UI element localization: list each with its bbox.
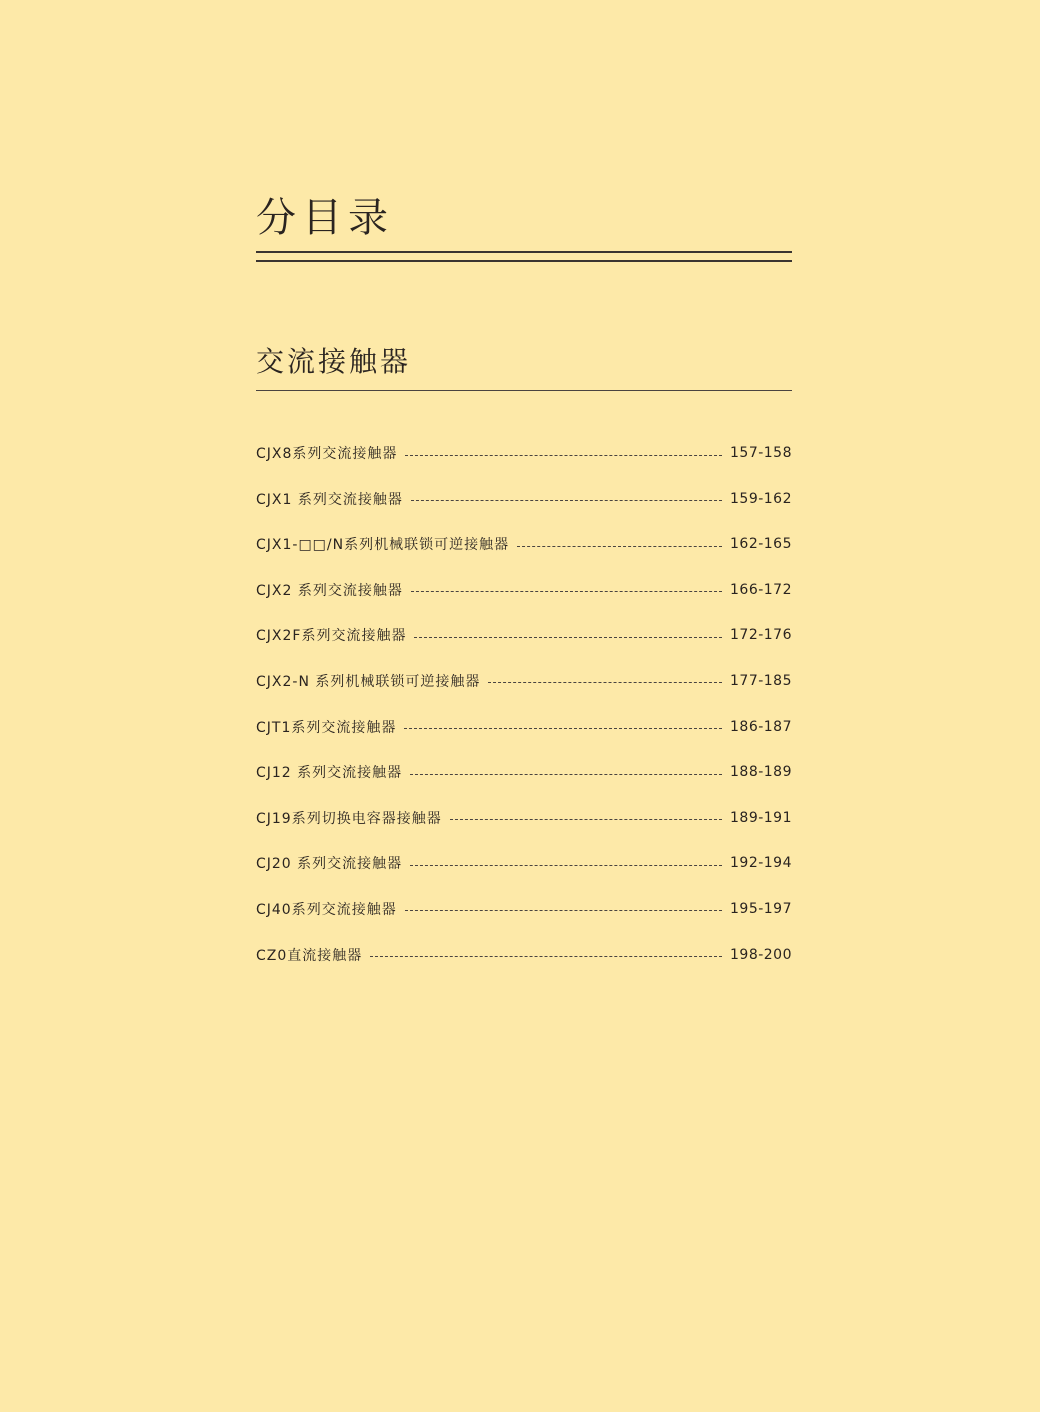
page-title: 分目录	[256, 195, 394, 241]
toc-entry-cjx8[interactable]	[256, 439, 792, 467]
toc-entry-label: CJX1 系列交流接触器	[256, 491, 403, 508]
toc-entry-pages: 162-165	[730, 536, 792, 553]
toc-entry-cj19[interactable]	[256, 804, 792, 832]
toc-entry-pages: 177-185	[730, 672, 792, 689]
toc-dot-leader	[410, 774, 722, 775]
toc-entry-cjx2[interactable]	[256, 576, 792, 604]
toc-entry-label: CZ0直流接触器	[256, 947, 363, 964]
toc-entry-label: CJ20 系列交流接触器	[256, 856, 403, 873]
toc-entry-cjx2-n[interactable]	[256, 667, 792, 695]
toc-entry-cj12[interactable]	[256, 758, 792, 786]
toc-dot-leader	[411, 591, 722, 592]
section-title: 交流接触器	[256, 345, 412, 378]
toc-dot-leader	[370, 956, 722, 957]
toc-entry-cjx2f[interactable]	[256, 621, 792, 649]
toc-entry-pages: 159-162	[730, 490, 792, 507]
toc-entry-label: CJX2F系列交流接触器	[256, 628, 407, 645]
section-divider	[256, 390, 792, 391]
toc-entry-pages: 166-172	[730, 581, 792, 598]
toc-entry-label: CJX2 系列交流接触器	[256, 582, 403, 599]
toc-entry-cj20[interactable]	[256, 849, 792, 877]
toc-dot-leader	[517, 546, 722, 547]
toc-entry-label: CJ40系列交流接触器	[256, 901, 397, 918]
toc-entry-pages: 189-191	[730, 809, 792, 826]
toc-entry-pages: 172-176	[730, 627, 792, 644]
toc-entry-label: CJX1-□□/N系列机械联锁可逆接触器	[256, 537, 510, 554]
toc-entry-cj40[interactable]	[256, 895, 792, 923]
toc-entry-pages: 186-187	[730, 718, 792, 735]
toc-dot-leader	[404, 728, 722, 729]
toc-entry-label: CJ19系列切换电容器接触器	[256, 810, 442, 827]
toc-entry-cjx1-n[interactable]	[256, 530, 792, 558]
toc-dot-leader	[405, 910, 722, 911]
toc-entry-label: CJ12 系列交流接触器	[256, 765, 403, 782]
toc-entry-cz0[interactable]	[256, 941, 792, 969]
toc-dot-leader	[410, 865, 722, 866]
toc-dot-leader	[411, 500, 722, 501]
toc-list	[256, 439, 792, 986]
toc-entry-pages: 192-194	[730, 855, 792, 872]
toc-entry-cjx1[interactable]	[256, 485, 792, 513]
toc-entry-label: CJX8系列交流接触器	[256, 446, 398, 462]
title-divider-bottom	[256, 260, 792, 262]
toc-dot-leader	[450, 819, 722, 820]
toc-dot-leader	[414, 637, 722, 638]
toc-entry-label: CJX2-N 系列机械联锁可逆接触器	[256, 673, 481, 690]
toc-dot-leader	[405, 455, 722, 456]
toc-entry-cjt1[interactable]	[256, 713, 792, 741]
toc-entry-pages: 188-189	[730, 764, 792, 781]
toc-entry-label: CJT1系列交流接触器	[256, 719, 397, 736]
toc-entry-pages: 195-197	[730, 900, 792, 917]
toc-entry-pages: 157-158	[730, 445, 792, 461]
title-divider-top	[256, 251, 792, 253]
toc-dot-leader	[488, 682, 722, 683]
toc-entry-pages: 198-200	[730, 946, 792, 963]
